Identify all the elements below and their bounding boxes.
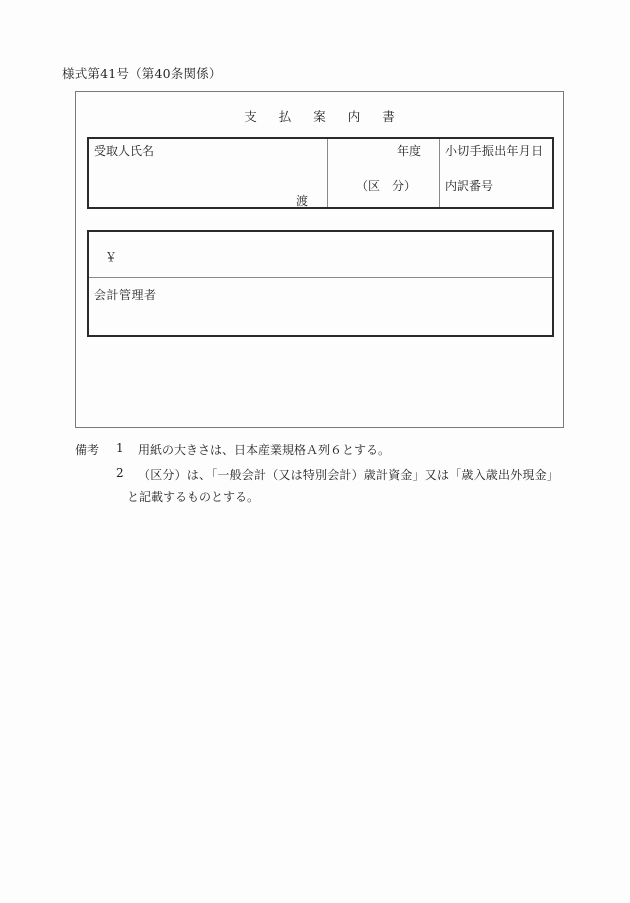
payee-name-label: 受取人氏名: [94, 144, 155, 158]
form-number-label: 様式第41号（第40条関係）: [62, 66, 222, 81]
note-text-continuation: と記載するものとする。: [127, 490, 260, 504]
category-label: （区 分）: [356, 179, 417, 193]
title-char: 内: [347, 109, 361, 124]
column-divider: [327, 139, 328, 207]
column-divider: [439, 139, 440, 207]
row-divider: [89, 277, 552, 278]
yen-symbol: ￥: [105, 250, 118, 264]
fiscal-year-label: 年度: [397, 144, 422, 158]
note-text: 用紙の大きさは、日本産業規格Ａ列６とする。: [138, 443, 391, 457]
title-char: 案: [313, 109, 326, 124]
amount-table: [87, 230, 554, 337]
title-char: 支: [244, 109, 257, 124]
notes-heading: 備考: [75, 443, 100, 457]
accounting-officer-label: 会計管理者: [94, 288, 157, 302]
title-char: 書: [382, 109, 395, 124]
note-number: 1: [116, 441, 124, 455]
title-char: 払: [278, 109, 292, 124]
note-number: 2: [116, 466, 124, 480]
payee-suffix-label: 渡: [296, 194, 309, 208]
payee-info-table: [87, 137, 554, 209]
document-title: [75, 107, 564, 125]
breakdown-number-label: 内訳番号: [445, 179, 494, 193]
note-text: （区分）は、「一般会計（又は特別会計）歳計資金」又は「歳入歳出外現金」: [138, 468, 560, 482]
check-issue-date-label: 小切手振出年月日: [445, 144, 544, 158]
